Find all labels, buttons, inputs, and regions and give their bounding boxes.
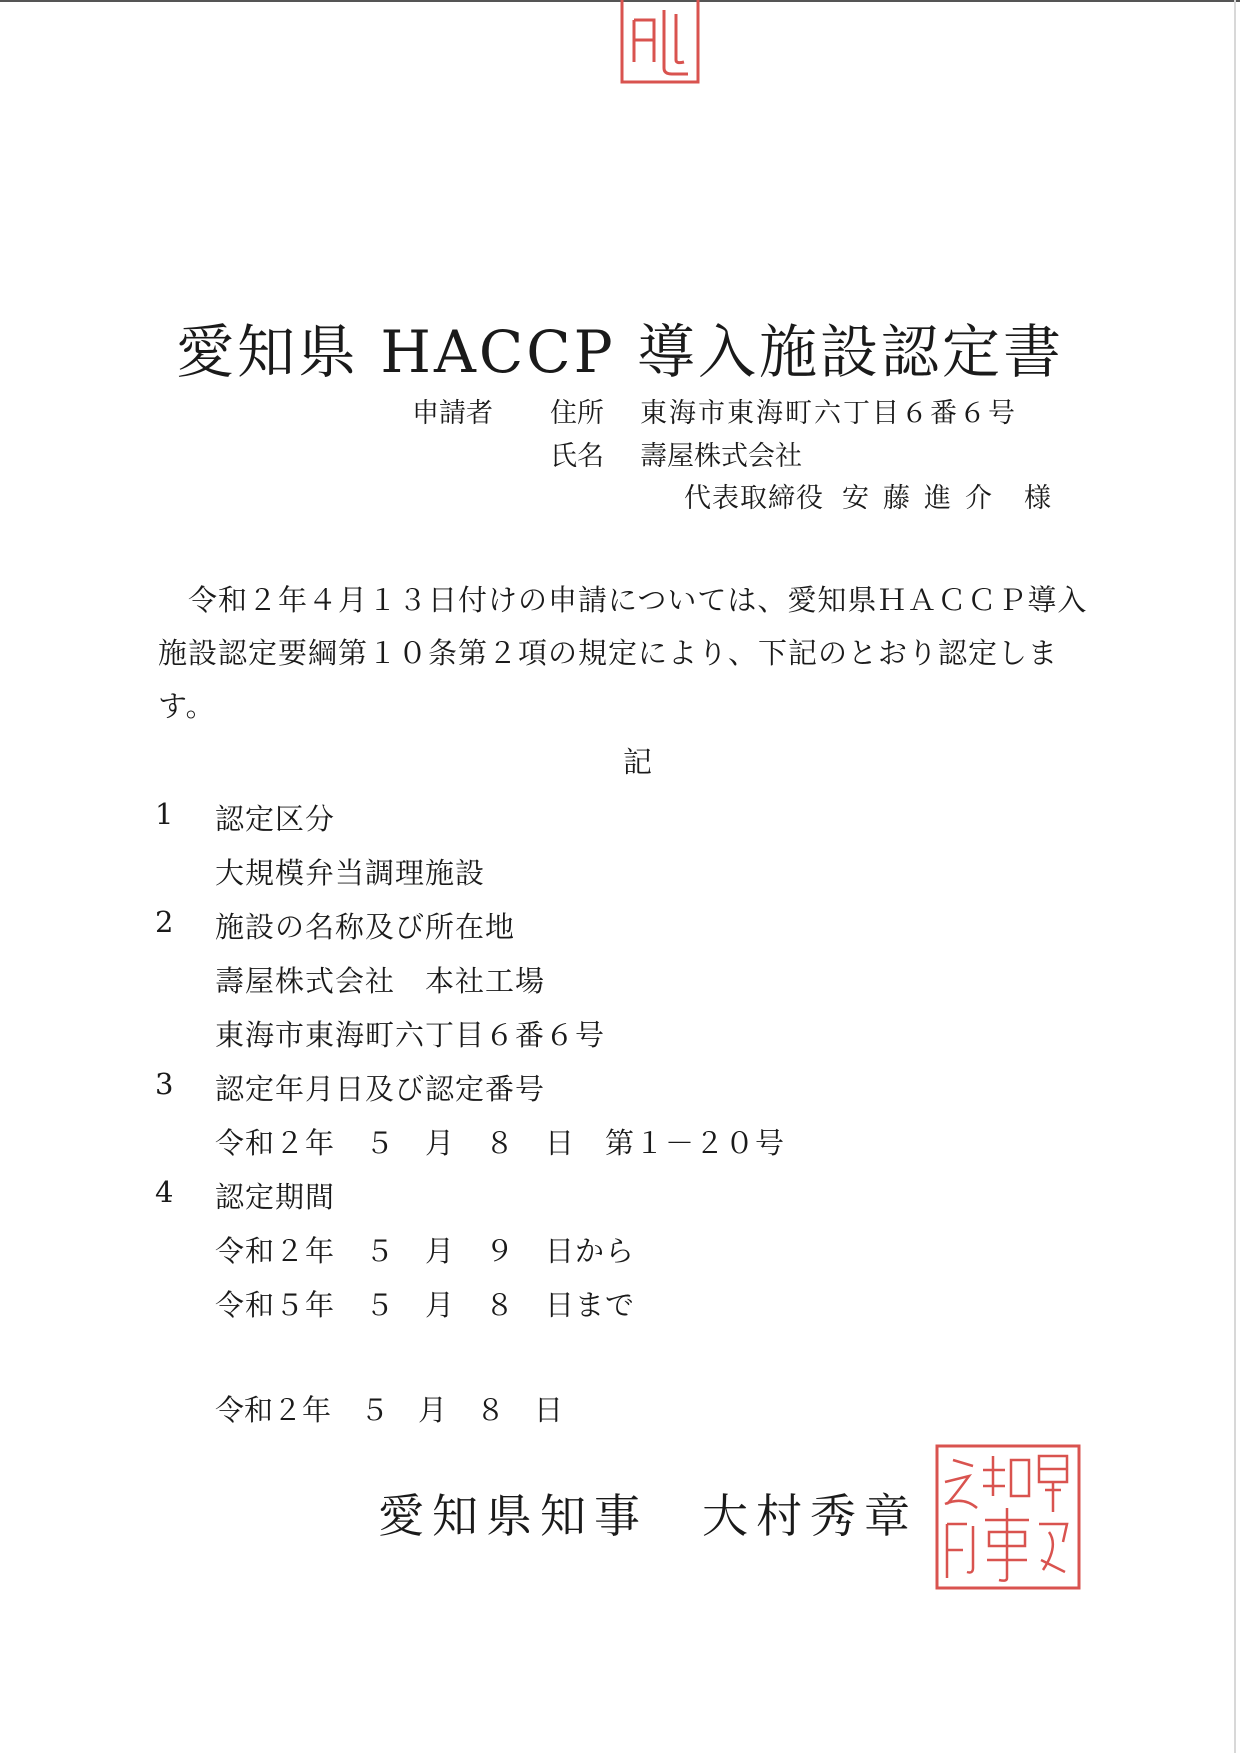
representative-line <box>684 476 1065 515</box>
ki-heading: 記 <box>622 745 652 779</box>
address-label: 住所 <box>550 398 604 429</box>
item-line: 東海市東海町六丁目６番６号 <box>215 1018 606 1052</box>
item-number: 4 <box>155 1175 174 1209</box>
applicant-name: 壽屋株式会社 <box>640 441 802 472</box>
honorific: 様 <box>1024 483 1065 514</box>
item-heading: 施設の名称及び所在地 <box>215 910 516 944</box>
top-red-seal <box>618 0 702 86</box>
item-line: 令和２年 ５ 月 ８ 日 第１－２０号 <box>215 1126 786 1160</box>
issue-date: 令和２年 ５ 月 ８ 日 <box>215 1393 564 1427</box>
representative-title: 代表取締役 <box>684 483 824 514</box>
item-line: 大規模弁当調理施設 <box>215 856 486 890</box>
item-line: 令和５年 ５ 月 ８ 日まで <box>215 1288 636 1322</box>
document-title: 愛知県 HACCP 導入施設認定書 <box>175 317 1065 386</box>
right-scan-edge <box>1234 0 1236 1753</box>
item-number: 2 <box>155 905 174 939</box>
item-heading: 認定年月日及び認定番号 <box>215 1072 546 1106</box>
item-heading: 認定期間 <box>215 1180 336 1214</box>
item-heading: 認定区分 <box>215 802 336 836</box>
certification-body-text: 令和２年４月１３日付けの申請については、愛知県ＨＡＣＣＰ導入施設認定要綱第１０条第２項の規定により、下記のとおり認定します。 <box>158 583 1088 723</box>
name-label: 氏名 <box>550 441 604 472</box>
item-number: 1 <box>155 797 174 831</box>
issuer-signature: 愛知県知事 大村秀章 <box>378 1489 918 1543</box>
item-number: 3 <box>155 1067 174 1101</box>
applicant-address: 東海市東海町六丁目６番６号 <box>640 398 1017 429</box>
governor-red-seal <box>933 1442 1083 1592</box>
item-line: 壽屋株式会社 本社工場 <box>215 964 546 998</box>
applicant-label: 申請者 <box>412 398 493 429</box>
representative-name: 安藤進介 <box>842 483 1006 514</box>
item-line: 令和２年 ５ 月 ９ 日から <box>215 1234 636 1268</box>
